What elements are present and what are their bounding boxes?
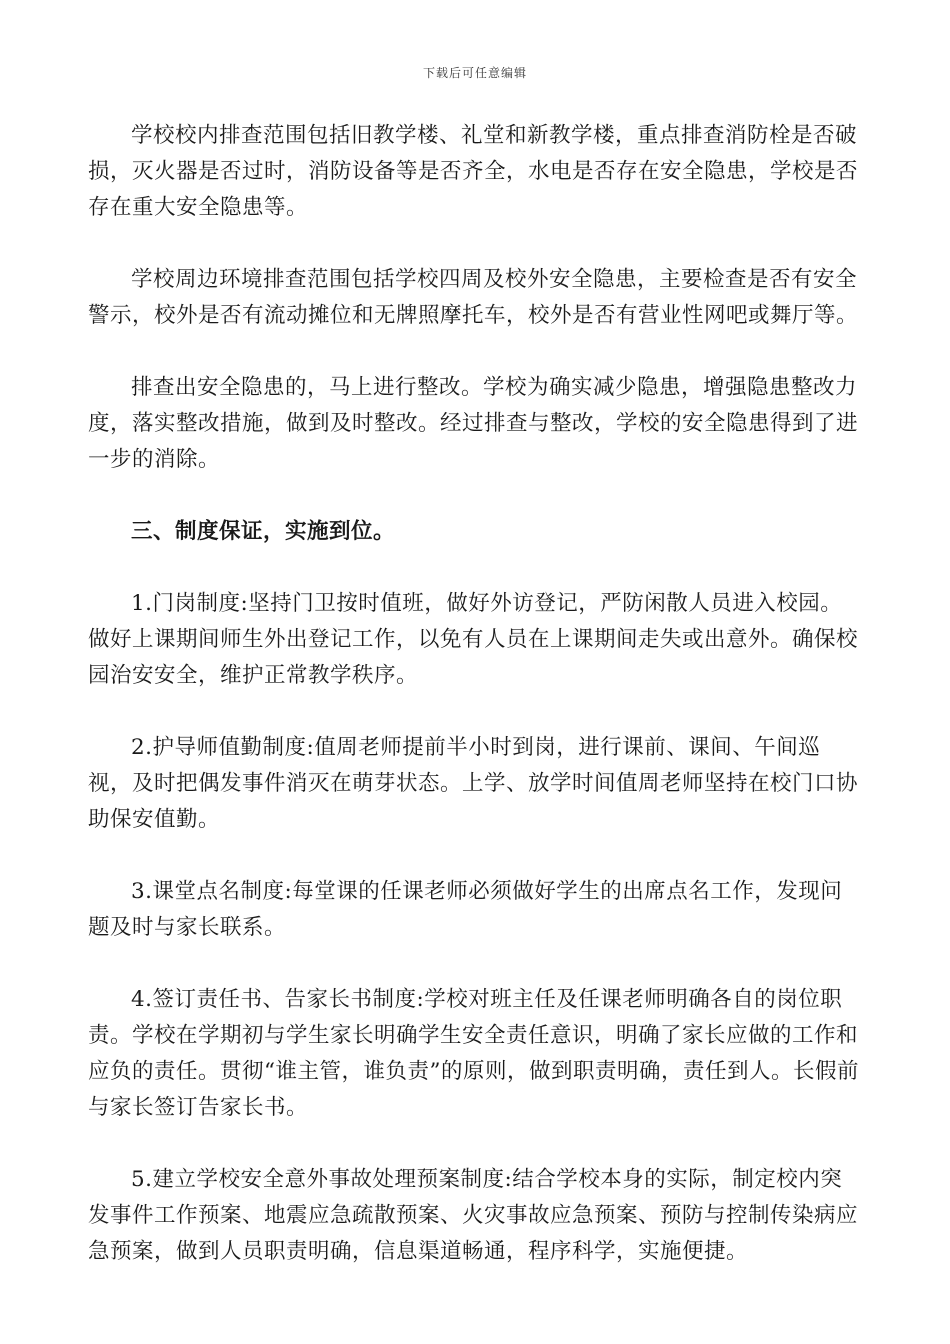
rule-patrol-duty: 2.护导师值勤制度:值周老师提前半小时到岗，进行课前、课间、午间巡视，及时把偶发事件消灭在萌芽状态。上学、放学时间值周老师坚持在校门口协助保安值勤。 (88, 735, 859, 832)
document-body (88, 118, 863, 1306)
section-heading: 三、制度保证，实施到位。 (131, 519, 396, 544)
paragraph-surroundings-inspection: 学校周边环境排查范围包括学校四周及校外安全隐患，主要检查是否有安全警示，校外是否有流动摊位和无牌照摩托车，校外是否有营业性网吧或舞厅等。 (88, 267, 859, 328)
paragraph-rectification: 排查出安全隐患的，马上进行整改。学校为确实减少隐患，增强隐患整改力度，落实整改措施，做到及时整改。经过排查与整改，学校的安全隐患得到了进一步的消除。 (88, 375, 859, 472)
rule-gate-duty: 1.门岗制度:坚持门卫按时值班，做好外访登记，严防闲散人员进入校园。做好上课期间师生外出登记工作，以免有人员在上课期间走失或出意外。确保校园治安安全，维护正常教学秩序。 (88, 591, 859, 688)
rule-roll-call: 3.课堂点名制度:每堂课的任课老师必须做好学生的出席点名工作，发现问题及时与家长联系。 (88, 879, 843, 940)
page-header: 下载后可任意编辑 (422, 66, 527, 80)
paragraph-campus-inspection: 学校校内排查范围包括旧教学楼、礼堂和新教学楼，重点排查消防栓是否破损，灭火器是否过时，消防设备等是否齐全，水电是否存在安全隐患，学校是否存在重大安全隐患等。 (88, 123, 859, 220)
rule-responsibility-letter: 4.签订责任书、告家长书制度:学校对班主任及任课老师明确各自的岗位职责。学校在学期初与学生家长明确学生安全责任意识，明确了家长应做的工作和应负的责任。贯彻“谁主管，谁负责”的原则，做到职责明确，责任到人。长假前与家长签订告家长书。 (88, 987, 859, 1120)
rule-emergency-plan: 5.建立学校安全意外事故处理预案制度:结合学校本身的实际，制定校内突发事件工作预案、地震应急疏散预案、火灾事故应急预案、预防与控制传染病应急预案，做到人员职责明确，信息渠道畅通，程序科学，实施便捷。 (88, 1167, 859, 1264)
